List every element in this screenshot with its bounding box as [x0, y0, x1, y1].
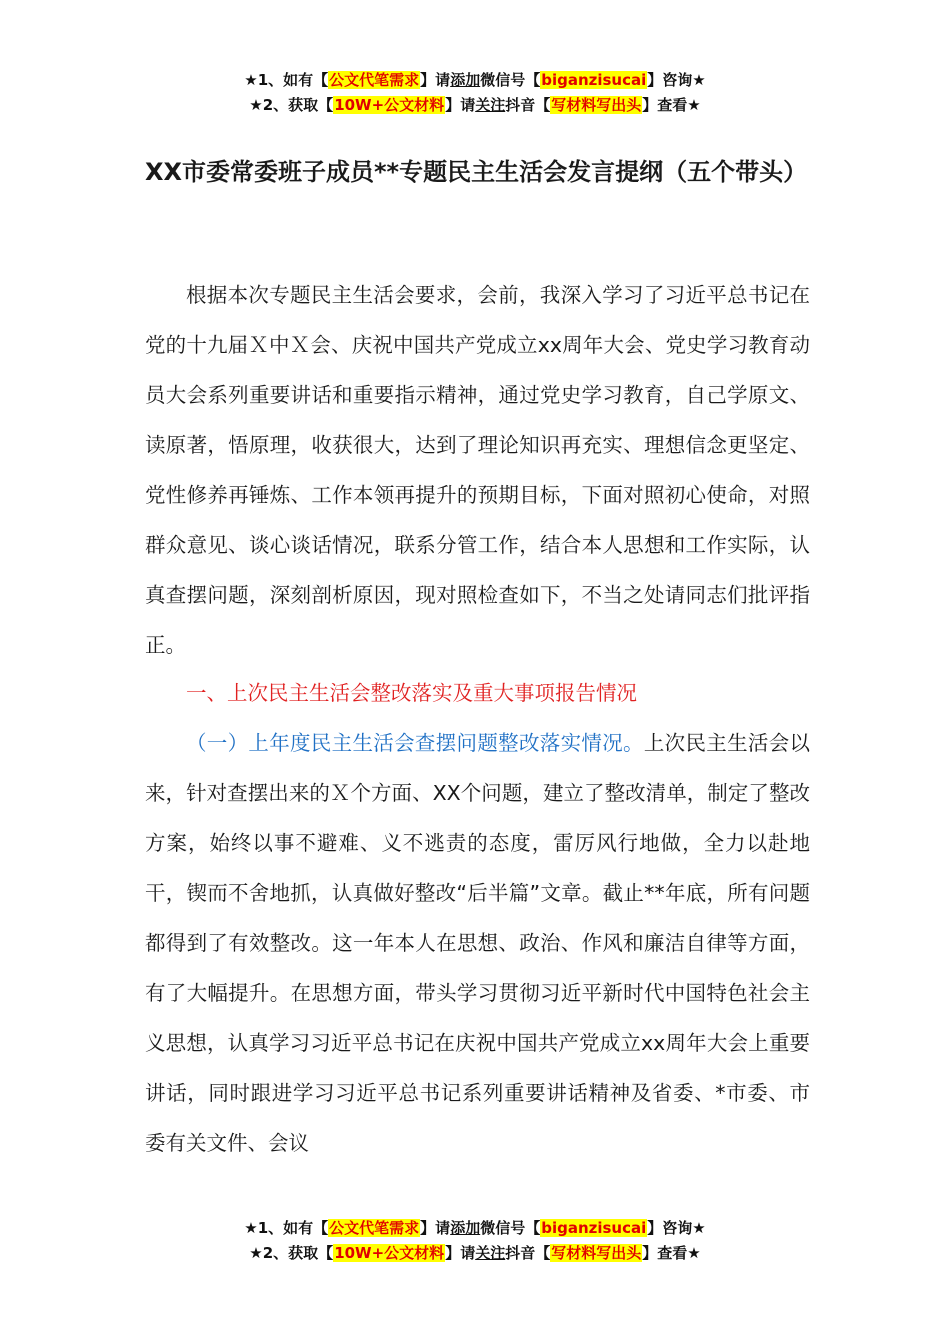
- bottom-banner: [0, 1216, 950, 1266]
- highlight-text: 公文代笔需求: [329, 71, 420, 89]
- subheading-1: （一）上年度民主生活会查摆问题整改落实情况。: [186, 731, 644, 755]
- highlight-text: biganzisucai: [541, 1219, 647, 1237]
- banner-line-2: ★2、获取【10W+公文材料】请关注抖音【写材料写出头】查看★: [249, 96, 701, 114]
- banner-line-1: ★1、如有【公文代笔需求】请添加微信号【biganzisucai】咨询★: [244, 71, 706, 89]
- highlight-text: 写材料写出头: [551, 96, 642, 114]
- section-heading-1: 一、上次民主生活会整改落实及重大事项报告情况: [186, 681, 637, 705]
- highlight-text: 写材料写出头: [551, 1244, 642, 1262]
- underlined-text: 添加: [450, 1219, 481, 1237]
- underlined-text: 添加: [450, 71, 481, 89]
- document-title: XX市委常委班子成员**专题民主生活会发言提纲（五个带头）: [145, 158, 808, 186]
- banner-line-2: ★2、获取【10W+公文材料】请关注抖音【写材料写出头】查看★: [249, 1244, 701, 1262]
- underlined-text: 关注: [475, 96, 506, 114]
- body-paragraph-2: （一）上年度民主生活会查摆问题整改落实情况。上次民主生活会以来，针对查摆出来的Ｘ个方面、XX个问题，建立了整改清单，制定了整改方案，始终以事不避难、义不逃责的态度，雷厉风行地做，全力以赴地干，锲而不舍地抓，认真做好整改“后半篇”文章。截止**年底，所有问题都得到了有效整改。这一年本人在思想、政治、作风和廉洁自律等方面，有了大幅提升。在思想方面，带头学习贯彻习近平新时代中国特色社会主义思想，认真学习习近平总书记在庆祝中国共产党成立xx周年大会上重要讲话，同时跟进学习习近平总书记系列重要讲话精神及省委、*市委、市委有关文件、会议: [145, 731, 811, 1155]
- highlight-text: 公文代笔需求: [329, 1219, 420, 1237]
- banner-line-1: ★1、如有【公文代笔需求】请添加微信号【biganzisucai】咨询★: [244, 1219, 706, 1237]
- highlight-text: 10W+公文材料: [334, 96, 445, 114]
- body-paragraph-1: 根据本次专题民主生活会要求，会前，我深入学习了习近平总书记在党的十九届Ｘ中Ｘ会、庆祝中国共产党成立xx周年大会、党史学习教育动员大会系列重要讲话和重要指示精神，通过党史学习教育，自己学原文、读原著，悟原理，收获很大，达到了理论知识再充实、理想信念更坚定、党性修养再锤炼、工作本领再提升的预期目标，下面对照初心使命，对照群众意见、谈心谈话情况，联系分管工作，结合本人思想和工作实际，认真查摆问题，深刻剖析原因，现对照检查如下，不当之处请同志们批评指正。: [145, 283, 810, 657]
- underlined-text: 关注: [475, 1244, 506, 1262]
- highlight-text: 10W+公文材料: [334, 1244, 445, 1262]
- top-banner: [0, 68, 950, 118]
- highlight-text: biganzisucai: [541, 71, 647, 89]
